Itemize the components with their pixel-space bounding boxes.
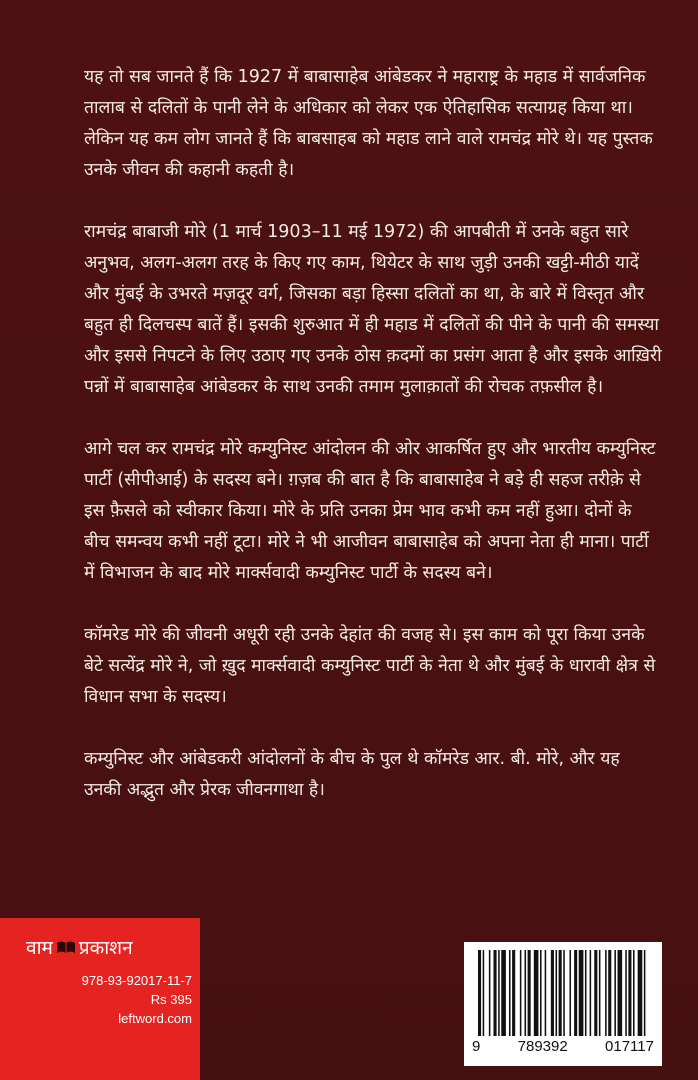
publisher-info	[82, 971, 192, 1028]
barcode-bar	[614, 950, 616, 1036]
barcode-bar	[556, 950, 558, 1036]
barcode	[464, 942, 662, 1066]
barcode-bar	[483, 950, 485, 1036]
blurb-text	[84, 62, 662, 837]
barcode-bar	[520, 950, 522, 1036]
barcode-bar	[545, 950, 547, 1036]
barcode-bar	[512, 950, 515, 1036]
logo-text-right: प्रकाशन	[78, 937, 133, 959]
barcode-bar	[594, 950, 597, 1036]
barcode-bar	[509, 950, 511, 1036]
barcode-bar	[605, 950, 607, 1036]
publisher-panel	[0, 918, 200, 1080]
blurb-paragraph-4: कॉमरेड मोरे की जीवनी अधूरी रही उनके देहांत की वजह से। इस काम को पूरा किया उनके बेटे सत्येंद्र मोरे ने, जो ख़ुद मार्क्सवादी कम्युनिस्ट पार्टी के नेता थे और मुंबई के धारावी क्षेत्र से विधान सभा के सदस्य।	[84, 625, 656, 707]
barcode-bar	[534, 950, 539, 1036]
barcode-bar	[590, 950, 592, 1036]
barcode-bar	[551, 950, 554, 1036]
barcode-bar	[540, 950, 542, 1036]
website: leftword.com	[118, 1011, 192, 1026]
barcode-bar	[633, 950, 635, 1036]
barcode-bar	[579, 950, 584, 1036]
barcode-bar	[574, 950, 577, 1036]
blurb-paragraph-3: आगे चल कर रामचंद्र मोरे कम्युनिस्ट आंदोलन की ओर आकर्षित हुए और भारतीय कम्युनिस्ट पार्टी (सीपीआई) के सदस्य बने। ग़ज़ब की बात है कि बाबासाहेब ने बड़े ही सहज तरीक़े से इस फ़ैसले को स्वीकार किया। मोरे के प्रति उनका प्रेम भाव कभी कम नहीं हुआ। दोनों के बीच समन्वय कभी नहीं टूटा। मोरे ने भी आजीवन बाबासाहेब को अपना नेता ही माना। पार्टी में विभाजन के बाद मोरे मार्क्सवादी कम्युनिस्ट पार्टी के सदस्य बने।	[84, 439, 656, 583]
barcode-bar	[478, 950, 481, 1036]
barcode-bar	[625, 950, 627, 1036]
price: Rs 395	[150, 992, 192, 1007]
barcode-bar	[608, 950, 611, 1036]
blurb-paragraph-2: रामचंद्र बाबाजी मोरे (1 मार्च 1903–11 मई 1972) की आपबीती में उनके बहुत सारे अनुभव, अलग-अलग तरह के किए गए काम, थियेटर के साथ जुड़ी उनकी खट्टी-मीठी यादें और मुंबई के उभरते मज़दूर वर्ग, जिसका बड़ा हिस्सा दलितों का था, के बारे में विस्तृत और बहुत ही दिलचस्प बातें हैं। इसकी शुरुआत में ही महाड में दलितों की पीने के पानी की समस्या और इससे निपटने के लिए उठाए गए उनके ठोस क़दमों का प्रसंग आता है और इसके आख़िरी पन्नों में बाबासाहेब आंबेडकर के साथ उनकी तमाम मुलाक़ातों की रोचक तफ़सील है।	[84, 222, 662, 397]
barcode-bar	[501, 950, 506, 1036]
book-icon	[56, 940, 76, 954]
barcode-bar	[644, 950, 646, 1036]
barcode-bar	[489, 950, 491, 1036]
barcode-bar	[585, 950, 587, 1036]
barcode-bar	[599, 950, 601, 1036]
barcode-digits-group2: 017117	[605, 1038, 654, 1055]
barcode-bar	[525, 950, 527, 1036]
barcode-digit-lead: 9	[472, 1038, 481, 1055]
barcode-bar	[498, 950, 500, 1036]
barcode-bar	[528, 950, 531, 1036]
barcode-digits-group1: 789392	[517, 1038, 568, 1055]
logo-text-left: वाम	[26, 937, 53, 959]
blurb-paragraph-5: कम्युनिस्ट और आंबेडकरी आंदोलनों के बीच के पुल थे कॉमरेड आर. बी. मोरे, और यह उनकी अद्भुत और प्रेरक जीवनगाथा है।	[84, 749, 620, 800]
barcode-digits	[464, 1038, 662, 1055]
barcode-bar	[618, 950, 623, 1036]
blurb-paragraph-1: यह तो सब जानते हैं कि 1927 में बाबासाहेब आंबेडकर ने महाराष्ट्र के महाड में सार्वजनिक तालाब से दलितों के पानी लेने के अधिकार को लेकर एक ऐतिहासिक सत्याग्रह किया था। लेकिन यह कम लोग जानते हैं कि बाबसाहब को महाड लाने वाले रामचंद्र मोरे थे। यह पुस्तक उनके जीवन की कहानी कहती है।	[84, 67, 653, 180]
barcode-bar	[628, 950, 631, 1036]
barcode-bar	[563, 950, 565, 1036]
barcode-bar	[569, 950, 571, 1036]
barcode-bars	[474, 950, 652, 1036]
isbn: 978-93-92017-11-7	[81, 973, 192, 988]
publisher-logo	[26, 934, 133, 960]
barcode-bar	[494, 950, 497, 1036]
barcode-bar	[559, 950, 562, 1036]
barcode-bar	[638, 950, 643, 1036]
